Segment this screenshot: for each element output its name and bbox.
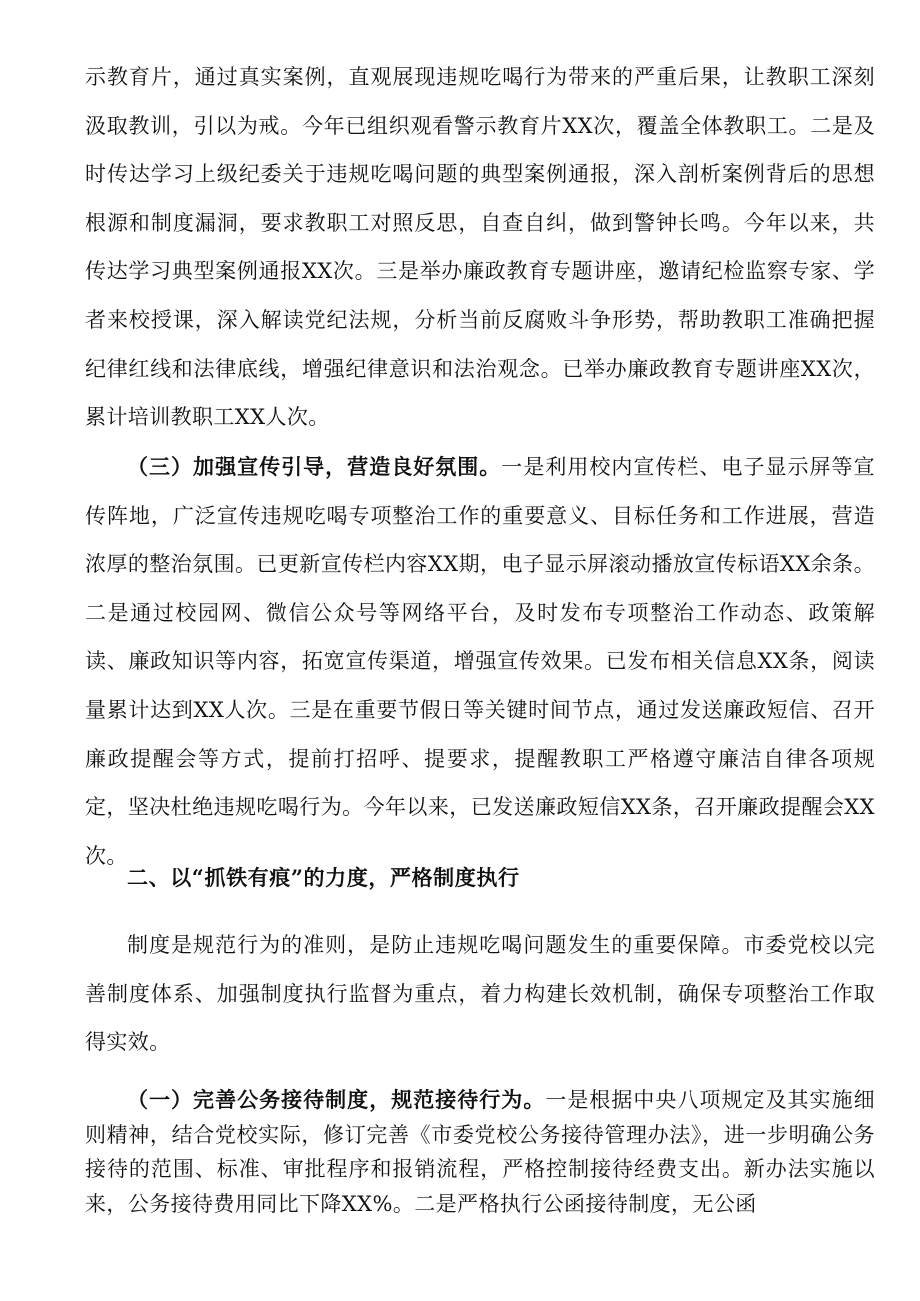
paragraph-warning-education: [85, 53, 875, 442]
section-heading: 二、以“抓铁有痕”的力度，严格制度执行: [127, 865, 520, 890]
paragraph-text: 一是根据中央八项规定及其实施细则精神，结合党校实际，修订完善《市委党校公务接待管理办法》，进一步明确公务接待的范围、标准、审批程序和报销流程，严格控制接待经费支出。新办法实施以来，公务接待费用同比下降XX%。二是严格执行公函接待制度，无公函: [85, 1088, 875, 1216]
paragraph-system-intro: [85, 921, 875, 1067]
paragraph-publicity: [85, 443, 875, 880]
paragraph-reception-system: [85, 1083, 875, 1221]
paragraph-lead-heading: （三）加强宣传引导，营造良好氛围。: [127, 454, 502, 479]
paragraph-lead-heading: （一）完善公务接待制度，规范接待行为。: [127, 1087, 546, 1112]
paragraph-text: 一是利用校内宣传栏、电子显示屏等宣传阵地，广泛宣传违规吃喝专项整治工作的重要意义、目标任务和工作进展，营造浓厚的整治氛围。已更新宣传栏内容XX期，电子显示屏滚动播放宣传标语XX余条。二是通过校园网、微信公众号等网络平台，及时发布专项整治工作动态、政策解读、廉政知识等内容，拓宽宣传渠道，增强宣传效果。已发布相关信息XX条，阅读量累计达到XX人次。三是在重要节假日等关键时间节点，通过发送廉政短信、召开廉政提醒会等方式，提前打招呼、提要求，提醒教职工严格遵守廉洁自律各项规定，坚决杜绝违规吃喝行为。今年以来，已发送廉政短信XX条，召开廉政提醒会XX次。: [85, 455, 875, 868]
paragraph-text: 示教育片，通过真实案例，直观展现违规吃喝行为带来的严重后果，让教职工深刻汲取教训，引以为戒。今年已组织观看警示教育片XX次，覆盖全体教职工。二是及时传达学习上级纪委关于违规吃喝问题的典型案例通报，深入剖析案例背后的思想根源和制度漏洞，要求教职工对照反思，自查自纠，做到警钟长鸣。今年以来，共传达学习典型案例通报XX次。三是举办廉政教育专题讲座，邀请纪检监察专家、学者来校授课，深入解读党纪法规，分析当前反腐败斗争形势，帮助教职工准确把握纪律红线和法律底线，增强纪律意识和法治观念。已举办廉政教育专题讲座XX次，累计培训教职工XX人次。: [85, 65, 875, 430]
paragraph-text: 制度是规范行为的准则，是防止违规吃喝问题发生的重要保障。市委党校以完善制度体系、加强制度执行监督为重点，着力构建长效机制，确保专项整治工作取得实效。: [85, 933, 875, 1055]
